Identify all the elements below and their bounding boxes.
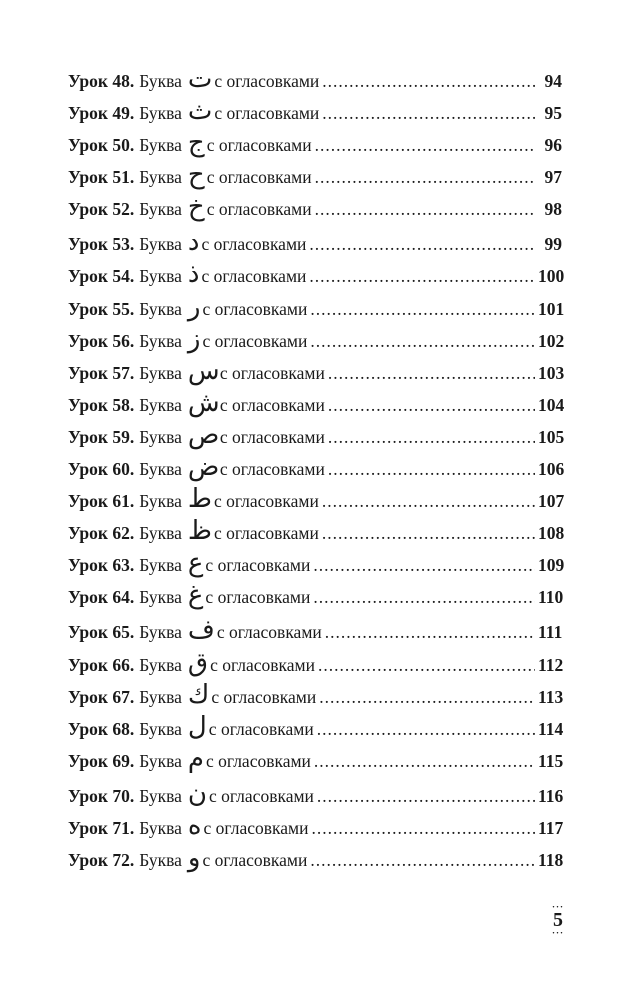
page-ref: 108 — [538, 523, 565, 544]
dot-leader — [328, 459, 535, 480]
lesson-suffix: с огласовками — [213, 491, 319, 512]
dot-leader — [314, 751, 535, 772]
lesson-suffix: с огласовками — [219, 394, 325, 415]
arabic-letter: و — [187, 842, 201, 873]
page-ref: 106 — [538, 459, 565, 480]
lesson-suffix: с огласовками — [219, 362, 325, 383]
lesson-number: Урок 59. — [68, 426, 135, 447]
folio-dots-top: ··· — [551, 902, 564, 912]
lesson-suffix: с огласовками — [206, 750, 311, 771]
toc-entry — [68, 387, 565, 422]
page-ref: 98 — [544, 199, 562, 220]
toc-entry — [68, 229, 562, 261]
lesson-number: Урок 63. — [68, 555, 135, 576]
lesson-word: Буква — [139, 817, 182, 838]
arabic-letter: ض — [187, 452, 220, 483]
arabic-letter: ل — [187, 711, 207, 742]
page-ref: 107 — [538, 491, 565, 512]
page-ref: 97 — [544, 167, 562, 188]
arabic-letter: ط — [187, 484, 212, 515]
lesson-word: Буква — [139, 330, 182, 351]
dot-leader — [309, 266, 535, 287]
page-ref: 101 — [538, 298, 565, 319]
arabic-letter: غ — [187, 580, 204, 611]
lesson-suffix: с огласовками — [208, 718, 314, 739]
toc-entry — [68, 259, 565, 293]
toc-entry — [68, 419, 565, 454]
lesson-number: Урок 53. — [68, 234, 135, 255]
page-ref: 105 — [538, 426, 565, 447]
arabic-letter: ث — [187, 96, 213, 127]
dot-leader — [318, 655, 535, 676]
page-ref: 109 — [538, 555, 565, 576]
lesson-number: Урок 69. — [68, 750, 135, 771]
page-ref: 96 — [544, 135, 562, 156]
page-ref: 95 — [544, 103, 562, 124]
lesson-suffix: с огласовками — [214, 103, 320, 124]
lesson-number: Урок 60. — [68, 459, 135, 480]
dot-leader — [313, 587, 535, 608]
page-ref: 114 — [538, 718, 564, 739]
page-number-value: 5 — [553, 909, 563, 931]
lesson-number: Урок 48. — [68, 71, 135, 91]
lesson-word: Буква — [139, 103, 182, 124]
toc-entry — [68, 291, 565, 326]
toc-entry — [68, 679, 564, 714]
lesson-word: Буква — [139, 686, 182, 707]
toc-entry — [68, 66, 562, 98]
lesson-suffix: с огласовками — [202, 849, 308, 870]
lesson-number: Урок 64. — [68, 587, 135, 608]
toc-entry — [68, 548, 565, 582]
lesson-number: Урок 51. — [68, 167, 135, 188]
dot-leader — [317, 719, 535, 740]
lesson-word: Буква — [139, 234, 182, 255]
lesson-number: Урок 50. — [68, 135, 135, 156]
arabic-letter: ز — [187, 323, 201, 354]
arabic-letter: ع — [187, 548, 204, 579]
lesson-number: Урок 57. — [68, 362, 135, 383]
arabic-letter: م — [187, 743, 205, 774]
toc-entry — [68, 516, 565, 550]
toc-entry — [68, 484, 565, 518]
toc-entry — [68, 743, 564, 781]
dot-leader — [315, 199, 535, 220]
dot-leader — [319, 687, 535, 708]
dot-leader — [309, 234, 535, 255]
arabic-letter: د — [187, 227, 200, 258]
page-ref: 113 — [538, 686, 564, 707]
arabic-letter: ر — [187, 291, 201, 322]
toc-entry — [68, 194, 562, 229]
folio-dots-bottom: ··· — [551, 928, 564, 938]
lesson-word: Буква — [139, 654, 182, 675]
page-ref: 112 — [538, 654, 564, 675]
table-of-contents — [68, 64, 565, 877]
lesson-word: Буква — [139, 298, 182, 319]
dot-leader — [322, 523, 535, 544]
lesson-suffix: с огласовками — [206, 135, 312, 156]
arabic-letter: ج — [187, 128, 205, 159]
lesson-word: Буква — [139, 750, 182, 771]
dot-leader — [328, 395, 535, 416]
lesson-suffix: с огласовками — [203, 817, 309, 838]
lesson-suffix: с огласовками — [205, 555, 311, 576]
lesson-suffix: с огласовками — [202, 298, 308, 319]
lesson-word: Буква — [139, 135, 182, 156]
lesson-number: Урок 54. — [68, 266, 135, 287]
dot-leader — [322, 491, 535, 512]
lesson-word: Буква — [139, 718, 182, 739]
lesson-number: Урок 56. — [68, 330, 135, 351]
arabic-letter: ه — [187, 810, 202, 841]
lesson-word: Буква — [139, 167, 182, 188]
lesson-word: Буква — [139, 394, 182, 415]
page-ref: 116 — [538, 785, 564, 806]
lesson-suffix: с огласовками — [213, 523, 319, 544]
toc-entry — [68, 582, 562, 617]
dot-leader — [328, 427, 535, 448]
toc-entry — [68, 452, 565, 486]
lesson-word: Буква — [139, 587, 182, 608]
lesson-number: Урок 72. — [68, 849, 135, 870]
arabic-letter: ح — [187, 160, 205, 191]
page-ref: 94 — [544, 71, 562, 91]
lesson-suffix: с огласовками — [201, 266, 307, 287]
lesson-word: Буква — [139, 362, 182, 383]
lesson-word: Буква — [139, 426, 182, 447]
page-ref: 115 — [538, 750, 564, 771]
lesson-word: Буква — [139, 523, 182, 544]
dot-leader — [317, 786, 535, 807]
toc-entry — [68, 617, 562, 649]
dot-leader — [310, 299, 535, 320]
lesson-word: Буква — [139, 71, 182, 91]
arabic-letter: ف — [187, 615, 215, 646]
lesson-suffix: с огласовками — [202, 330, 308, 351]
page-ref: 118 — [538, 849, 564, 870]
dot-leader — [310, 850, 535, 871]
lesson-number: Урок 65. — [68, 622, 135, 643]
toc-entry — [68, 647, 564, 682]
lesson-word: Буква — [139, 785, 182, 806]
lesson-suffix: с огласовками — [206, 199, 312, 220]
lesson-number: Урок 55. — [68, 298, 135, 319]
toc-entry — [68, 130, 562, 162]
dot-leader — [313, 555, 535, 576]
toc-entry — [68, 355, 565, 390]
dot-leader — [322, 103, 535, 124]
lesson-number: Урок 49. — [68, 103, 135, 124]
arabic-letter: س — [187, 355, 220, 386]
lesson-number: Урок 68. — [68, 718, 135, 739]
lesson-word: Буква — [139, 491, 182, 512]
page-ref: 104 — [538, 394, 565, 415]
lesson-suffix: с огласовками — [219, 459, 325, 480]
lesson-number: Урок 52. — [68, 199, 135, 220]
lesson-word: Буква — [139, 199, 182, 220]
lesson-number: Урок 61. — [68, 491, 135, 512]
dot-leader — [325, 622, 535, 643]
lesson-suffix: с огласовками — [214, 71, 320, 91]
arabic-letter: ش — [187, 387, 220, 418]
lesson-suffix: с огласовками — [219, 426, 325, 447]
lesson-word: Буква — [139, 459, 182, 480]
lesson-number: Урок 66. — [68, 654, 135, 675]
arabic-letter: ص — [187, 419, 220, 450]
lesson-suffix: с огласовками — [206, 167, 312, 188]
lesson-suffix: с огласовками — [210, 654, 315, 675]
dot-leader — [322, 71, 535, 92]
page-ref: 110 — [538, 587, 564, 608]
page-ref: 100 — [538, 266, 565, 287]
lesson-suffix: с огласовками — [201, 234, 307, 255]
arabic-letter: ظ — [187, 516, 212, 547]
dot-leader — [328, 363, 535, 384]
toc-entry — [68, 162, 562, 194]
dot-leader — [315, 167, 535, 188]
arabic-letter: ذ — [187, 259, 200, 290]
arabic-letter: ك — [187, 679, 210, 710]
lesson-suffix: с огласовками — [216, 622, 322, 643]
lesson-number: Урок 58. — [68, 394, 135, 415]
lesson-word: Буква — [139, 622, 182, 643]
page-number — [551, 904, 565, 936]
lesson-number: Урок 71. — [68, 817, 135, 838]
lesson-number: Урок 62. — [68, 523, 135, 544]
page-ref: 103 — [538, 362, 565, 383]
lesson-suffix: с огласовками — [205, 587, 311, 608]
lesson-number: Урок 67. — [68, 686, 135, 707]
page-ref: 99 — [544, 234, 562, 255]
lesson-word: Буква — [139, 266, 182, 287]
lesson-number: Урок 70. — [68, 785, 135, 806]
toc-entry — [68, 711, 564, 746]
dot-leader — [311, 818, 535, 839]
lesson-suffix: с огласовками — [211, 686, 317, 707]
lesson-suffix: с огласовками — [209, 785, 314, 806]
toc-entry — [68, 778, 564, 813]
arabic-letter: ت — [187, 64, 213, 94]
page-ref: 117 — [538, 817, 564, 838]
toc-entry — [68, 810, 564, 845]
toc-entry — [68, 323, 565, 358]
page-ref: 111 — [538, 622, 563, 643]
arabic-letter: ن — [187, 778, 207, 809]
arabic-letter: ق — [187, 647, 209, 678]
arabic-letter: خ — [187, 192, 205, 223]
lesson-word: Буква — [139, 555, 182, 576]
dot-leader — [315, 135, 535, 156]
toc-entry — [68, 98, 562, 130]
toc-entry — [68, 842, 564, 877]
lesson-word: Буква — [139, 849, 182, 870]
page-ref: 102 — [538, 330, 565, 351]
dot-leader — [310, 331, 535, 352]
